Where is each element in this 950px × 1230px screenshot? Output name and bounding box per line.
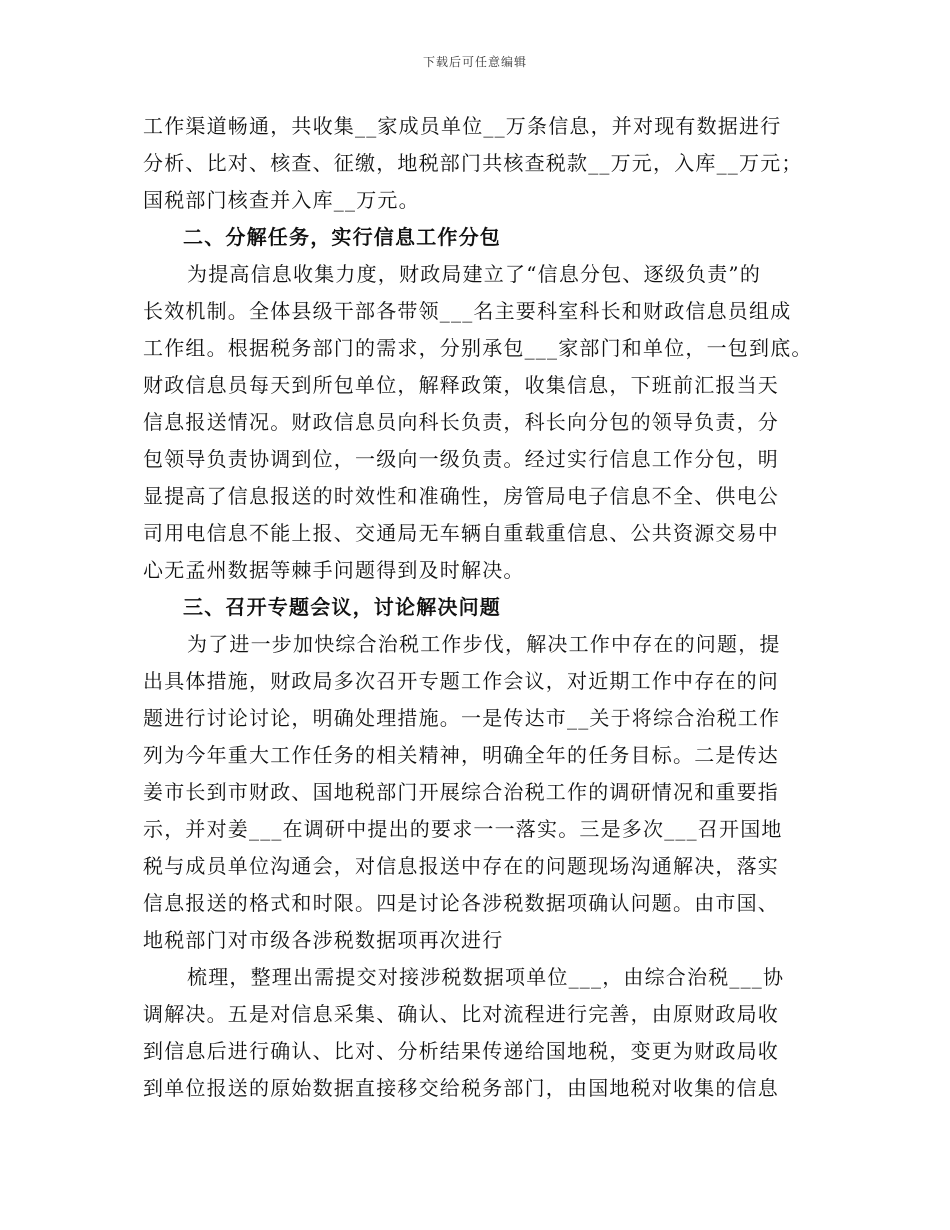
text-line: 调解决。五是对信息采集、确认、比对流程进行完善，由原财政局收 — [143, 1002, 779, 1026]
section-heading: 二、分解任务，实行信息工作分包 — [183, 225, 501, 249]
text-line: 为提高信息收集力度，财政局建立了“信息分包、逐级负责”的 — [187, 262, 762, 286]
text-line: 示，并对姜___在调研中提出的要求一一落实。三是多次___召开国地 — [143, 817, 783, 841]
text-line: 显提高了信息报送的时效性和准确性，房管局电子信息不全、供电公 — [143, 484, 779, 508]
page-header: 下载后可任意编辑 — [422, 55, 527, 69]
text-line: 分析、比对、核查、征缴，地税部门共核查税款__万元，入库__万元； — [143, 151, 803, 175]
text-line: 信息报送的格式和时限。四是讨论各涉税数据项确认问题。由市国、 — [143, 891, 779, 915]
text-line: 姜市长到市财政、国地税部门开展综合治税工作的调研情况和重要指 — [143, 780, 779, 804]
text-line: 出具体措施，财政局多次召开专题工作会议，对近期工作中存在的问 — [143, 669, 779, 693]
text-line: 信息报送情况。财政信息员向科长负责，科长向分包的领导负责，分 — [143, 410, 779, 434]
document-body — [143, 108, 813, 1107]
text-line: 心无孟州数据等棘手问题得到及时解决。 — [143, 558, 525, 582]
text-line: 国税部门核查并入库__万元。 — [143, 188, 420, 212]
text-line: 财政信息员每天到所包单位，解释政策，收集信息，下班前汇报当天 — [143, 373, 779, 397]
text-line: 题进行讨论讨论，明确处理措施。一是传达市__关于将综合治税工作 — [143, 706, 781, 730]
text-line: 长效机制。全体县级干部各带领___名主要科室科长和财政信息员组成 — [143, 299, 792, 323]
text-line: 包领导负责协调到位，一级向一级负责。经过实行信息工作分包，明 — [143, 447, 779, 471]
text-line: 列为今年重大工作任务的相关精神，明确全年的任务目标。二是传达 — [143, 743, 779, 767]
text-line: 工作渠道畅通，共收集__家成员单位__万条信息，并对现有数据进行 — [143, 114, 782, 138]
section-heading: 三、召开专题会议，讨论解决问题 — [183, 595, 501, 619]
text-line: 到信息后进行确认、比对、分析结果传递给国地税，变更为财政局收 — [143, 1039, 779, 1063]
text-line: 为了进一步加快综合治税工作步伐，解决工作中存在的问题，提 — [187, 632, 781, 656]
text-line: 司用电信息不能上报、交通局无车辆自重载重信息、公共资源交易中 — [143, 521, 779, 545]
text-line: 地税部门对市级各涉税数据项再次进行 — [143, 928, 504, 952]
text-line: 工作组。根据税务部门的需求，分别承包___家部门和单位，一包到底。 — [143, 336, 813, 360]
text-line: 到单位报送的原始数据直接移交给税务部门，由国地税对收集的信息 — [143, 1076, 779, 1100]
text-line: 梳理，整理出需提交对接涉税数据项单位___，由综合治税___协 — [187, 965, 785, 989]
text-line: 税与成员单位沟通会，对信息报送中存在的问题现场沟通解决，落实 — [143, 854, 779, 878]
